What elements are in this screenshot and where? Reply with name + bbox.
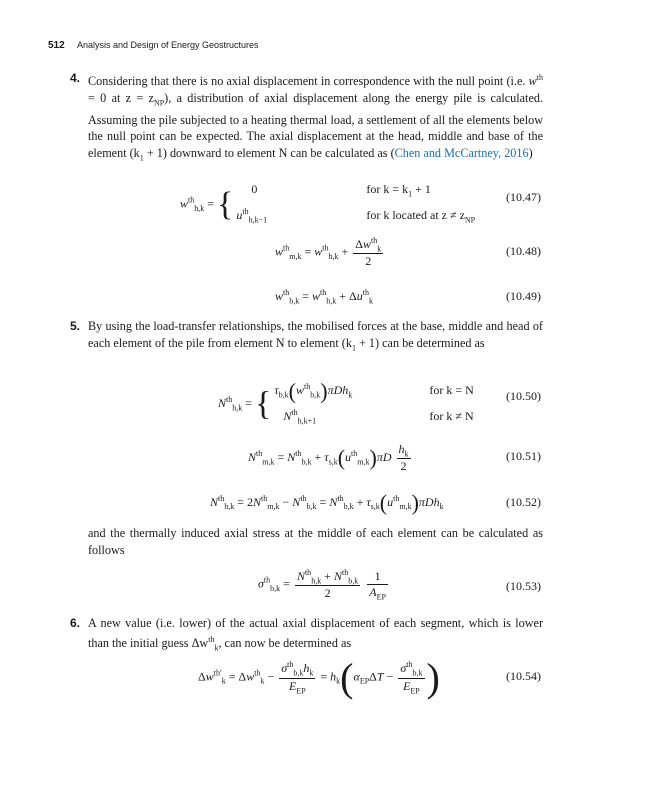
item-number: 6. [70, 616, 81, 630]
equation-number: (10.53) [506, 579, 541, 593]
paragraph-stress: and the thermally induced axial stress at the middle of each element can be calculated as follows [88, 526, 543, 557]
equation-number: (10.52) [506, 495, 541, 509]
equation-10-50: $N^{th}_{h,k}$ = { $\tau_{b,k}(w^{th}_{b,k})\pi Dh_k$ for k = N $N^{th}_{h,k+1}$ for k ≠ N [218, 378, 474, 426]
equation-10-51: $N^{th}_{m,k} = N^{th}_{b,k} + \tau_{s,k}(u^{th}_{m,k})\pi D$ $\frac{h_k}{2}$ [248, 442, 409, 474]
list-item-4: 4. Considering that there is no axial displacement in correspondence with the null point (i.e. $w^{th} = 0$ at $z = z_{NP}$), a distribution of axial displacement along the energy pile is calculated. Assuming the pile subjected to a heating thermal load, a settlement of all the elements below the null point can be expected. The axial displacement at the head, middle and base of the element $(k_1 + 1)$ downward to element N can be calculated as (Chen and McCartney, 2016) [70, 71, 543, 163]
equation-number: (10.54) [506, 669, 541, 683]
equation-10-54: $\Delta w^{th'}_k = \Delta w^{th}_k$ − $\frac{\sigma^{th}_{b,k}h_k}{E_{EP}}$ = $h_k(\alpha_{EP}\Delta T$ − $\frac{\sigma^{th}_{b,k}}{E_{EP}}$ ) [198, 655, 440, 700]
equation-number: (10.49) [506, 289, 541, 303]
equation-number: (10.47) [506, 190, 541, 204]
page-header [48, 40, 259, 51]
equation-10-53: $\sigma^{th}_{b,k}$ = $\frac{N^{th}_{h,k} + N^{th}_{b,k}}{2}$ $\frac{1}{A_{EP}}$ [258, 568, 386, 601]
equation-10-49: $w^{th}_{b,k} = w^{th}_{h,k} + \Delta u^{th}_k$ [275, 288, 373, 306]
list-item-6: 6. A new value (i.e. lower) of the actual axial displacement of each segment, which is lower than the initial guess $\Delta w^{th}_k$, can now be determined as [70, 616, 543, 653]
item-number: 5. [70, 319, 81, 333]
page-number: 512 [48, 40, 65, 51]
equation-number: (10.51) [506, 449, 541, 463]
equation-10-52: $N^{th}_{h,k} = 2N^{th}_{m,k} - N^{th}_{b,k} = N^{th}_{b,k} + \tau_{s,k}(u^{th}_{m,k})\pi Dh_k$ [210, 490, 444, 515]
citation-link[interactable]: Chen and McCartney, 2016 [394, 145, 529, 160]
equation-number: (10.48) [506, 244, 541, 258]
list-item-5: 5. By using the load-transfer relationships, the mobilised forces at the base, middle and head of each element of the pile from element N to element $(k_1 + 1)$ can be determined as [70, 319, 543, 353]
equation-10-48: $w^{th}_{m,k} = w^{th}_{h,k}$ + $\frac{\Delta w^{th}_k}{2}$ [275, 236, 382, 269]
item-number: 4. [70, 71, 81, 85]
running-title: Analysis and Design of Energy Geostructures [76, 40, 259, 50]
equation-number: (10.50) [506, 389, 541, 403]
equation-10-47: $w^{th}_{h,k}$ = { 0 for $k = k_1 + 1$ $u^{th}_{h,k-1}$ for k located at $z \ne z_{NP}$ [180, 182, 476, 225]
